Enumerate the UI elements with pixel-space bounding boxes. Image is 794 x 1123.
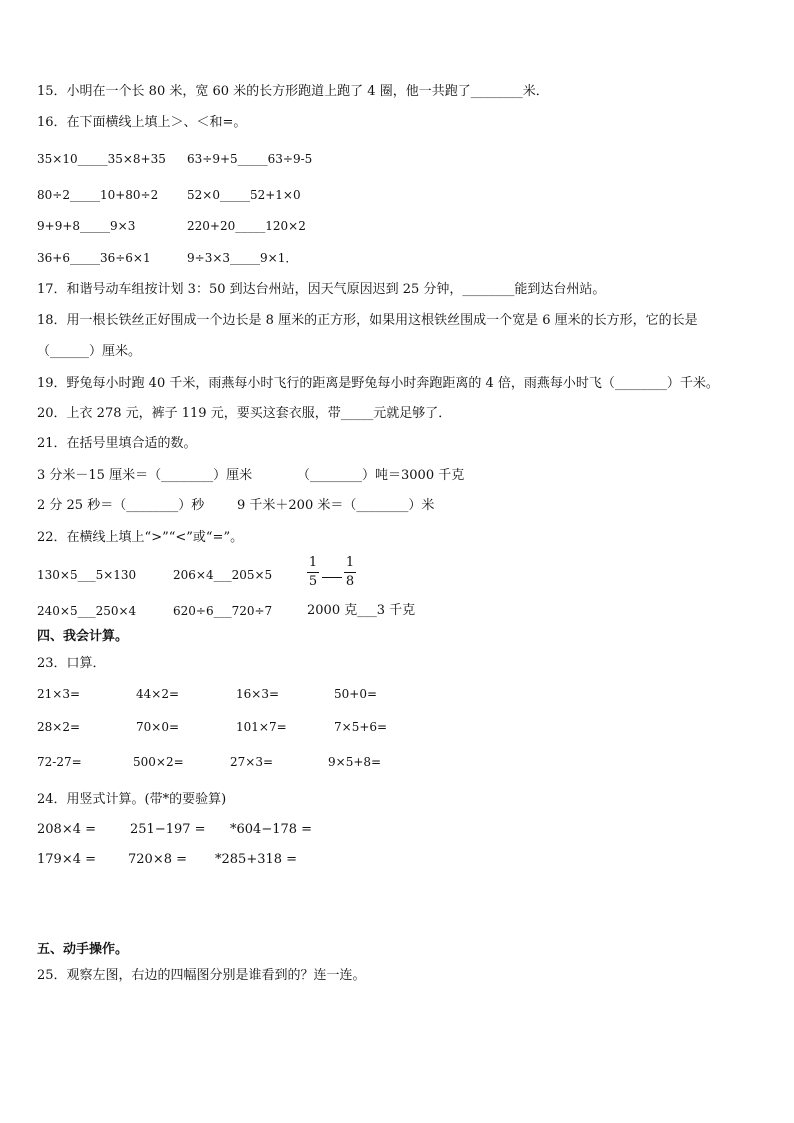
question-18-line1: 18．用一根长铁丝正好围成一个边长是 8 厘米的正方形，如果用这根铁丝围成一个宽是 6 厘米的长方形，它的长是: [37, 313, 698, 328]
question-16: 16．在下面横线上填上＞、＜和=。: [37, 115, 247, 130]
oral-calc-item: 72-27=: [37, 755, 82, 769]
oral-calc-item: 101×7=: [236, 720, 287, 734]
oral-calc-item: 27×3=: [230, 755, 274, 769]
question-22: 22．在横线上填上“>”“<”或“=”。: [37, 530, 244, 545]
compare-item: 9÷3×3_____9×1．: [187, 251, 298, 265]
question-23: 23．口算．: [37, 656, 106, 671]
unit-fill-item: 9 千米＋200 米＝（________）米: [237, 498, 435, 513]
question-24: 24．用竖式计算。(带*的要验算): [37, 792, 227, 807]
oral-calc-item: 21×3=: [37, 687, 81, 701]
oral-calc-item: 500×2=: [133, 755, 184, 769]
vertical-calc-item: 208×4 =: [37, 822, 97, 837]
compare-item: 240×5___250×4: [37, 604, 137, 618]
unit-fill-item: （________）吨＝3000 千克: [297, 468, 465, 483]
vertical-calc-item: 179×4 =: [37, 852, 97, 867]
compare-item: 35×10_____35×8+35: [37, 152, 166, 166]
question-21: 21．在括号里填合适的数。: [37, 436, 197, 451]
compare-item: 220+20_____120×2: [187, 219, 306, 233]
compare-item: 80÷2_____10+80÷2: [37, 188, 159, 202]
fraction-one-fifth: 1 5: [308, 555, 318, 589]
fraction-one-eighth: 1 8: [345, 555, 355, 589]
compare-item: 206×4___205×5: [173, 568, 273, 582]
compare-item: 52×0_____52+1×0: [187, 188, 301, 202]
compare-item: 9+9+8_____9×3: [37, 219, 136, 233]
compare-item: 36+6_____36÷6×1: [37, 251, 151, 265]
vertical-calc-item: *285+318 =: [215, 852, 298, 867]
compare-item: 620÷6___720÷7: [173, 604, 273, 618]
oral-calc-item: 70×0=: [136, 720, 180, 734]
question-25: 25．观察左图，右边的四幅图分别是谁看到的？连一连。: [37, 968, 366, 983]
vertical-calc-item: *604−178 =: [230, 822, 313, 837]
compare-item: 63÷9+5_____63÷9-5: [187, 152, 313, 166]
unit-fill-item: 2 分 25 秒＝（________）秒: [37, 498, 205, 513]
answer-blank: [322, 577, 342, 578]
oral-calc-item: 50+0=: [334, 687, 378, 701]
question-19: 19．野兔每小时跑 40 千米，雨燕每小时飞行的距离是野兔每小时奔跑距离的 4 倍，雨燕每小时飞（________）千米。: [37, 376, 719, 391]
section-5-heading: 五、动手操作。: [37, 942, 129, 957]
oral-calc-item: 9×5+8=: [328, 755, 382, 769]
oral-calc-item: 7×5+6=: [334, 720, 388, 734]
compare-item: 130×5___5×130: [37, 568, 137, 582]
section-4-heading: 四、我会计算。: [37, 629, 129, 644]
oral-calc-item: 16×3=: [236, 687, 280, 701]
vertical-calc-item: 251−197 =: [130, 822, 206, 837]
unit-fill-item: 3 分米－15 厘米＝（________）厘米: [37, 468, 253, 483]
question-17: 17．和谐号动车组按计划 3：50 到达台州站，因天气原因迟到 25 分钟，________能到达台州站。: [37, 282, 606, 297]
question-15: 15．小明在一个长 80 米，宽 60 米的长方形跑道上跑了 4 圈，他一共跑了________米．: [37, 84, 549, 99]
vertical-calc-item: 720×8 =: [128, 852, 188, 867]
question-18-line2: （______）厘米。: [37, 344, 142, 359]
compare-item: 2000 克___3 千克: [307, 603, 416, 618]
oral-calc-item: 28×2=: [37, 720, 81, 734]
oral-calc-item: 44×2=: [136, 687, 180, 701]
question-20: 20．上衣 278 元，裤子 119 元，要买这套衣服，带_____元就足够了．: [37, 406, 452, 421]
